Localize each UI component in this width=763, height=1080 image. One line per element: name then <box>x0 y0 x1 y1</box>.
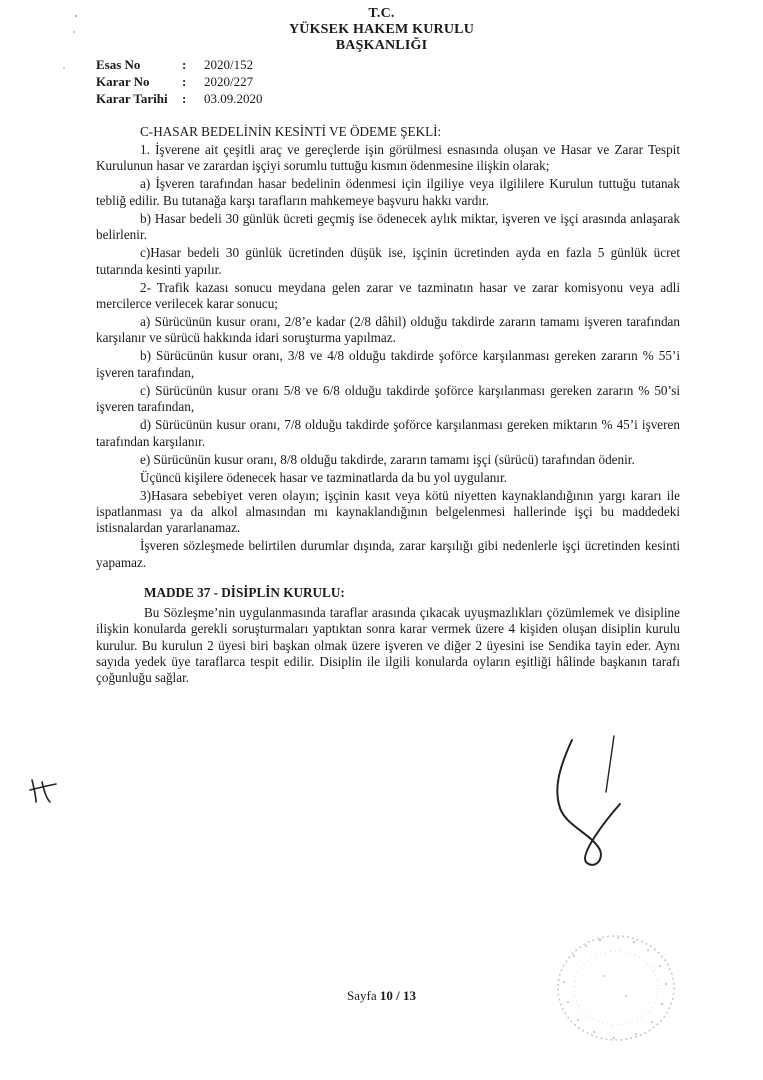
paragraph: Üçüncü kişilere ödenecek hasar ve tazminatlarda da bu yol uygulanır. <box>140 469 507 485</box>
section-heading: C-HASAR BEDELİNİN KESİNTİ VE ÖDEME ŞEKLİ: <box>140 124 442 139</box>
footer-label: Sayfa <box>347 988 380 1003</box>
meta-colon: : <box>182 91 187 106</box>
initials-mark <box>26 776 60 806</box>
header-institution: YÜKSEK HAKEM KURULU <box>288 22 475 37</box>
paragraph: b) Hasar bedeli 30 günlük ücreti geçmiş ise ödenecek aylık miktar, işveren ve işçi arasında anlaşarak belirlenir. <box>96 210 680 243</box>
header-tc: T.C. <box>368 6 395 21</box>
header-presidency: BAŞKANLIĞI <box>335 38 428 53</box>
paragraph: c)Hasar bedeli 30 günlük ücretinden düşük ise, işçinin ücretinden ayda en fazla 5 günlük ücret tutarında kesinti yapılır. <box>96 245 680 277</box>
meta-key: Karar No <box>96 74 150 89</box>
meta-row-esas <box>96 56 263 73</box>
meta-value: 2020/227 <box>204 74 254 89</box>
page-number: 10 / 13 <box>379 988 416 1003</box>
article-title: MADDE 37 - DİSİPLİN KURULU: <box>144 585 345 601</box>
meta-value: 03.09.2020 <box>204 91 263 106</box>
paragraph: d) Sürücünün kusur oranı, 7/8 olduğu takdirde şoförce karşılanması gereken miktarın % 45’i işveren tarafından karşılanır. <box>96 417 680 449</box>
paragraph: İşveren sözleşmede belirtilen durumlar dışında, zarar karşılığı gibi nedenlerle işçi ücretinden kesinti yapamaz. <box>96 538 680 570</box>
paragraph: 3)Hasara sebebiyet veren olayın; işçinin kasıt veya kötü niyetten kaynaklandığının yargı kararı ile ispatlanması ya da alkol almasından mı kaynaklandığının belgelenmesi hallerinde işçi bu maddedeki istisnalardan yararlanamaz. <box>96 487 680 536</box>
paragraph: e) Sürücünün kusur oranı, 8/8 olduğu takdirde, zararın tamamı işçi (sürücü) tarafından ödenir. <box>140 451 635 467</box>
meta-colon: : <box>182 74 187 89</box>
paragraph: a) Sürücünün kusur oranı, 2/8’e kadar (2/8 dâhil) olduğu takdirde zararın tamamı işveren tarafından karşılanır ve sürücü hakkında idari soruşturma yapılmaz. <box>96 314 680 346</box>
paragraph: b) Sürücünün kusur oranı, 3/8 ve 4/8 olduğu takdirde şoförce karşılanması gereken zararın % 55’i işveren tarafından, <box>96 348 680 380</box>
document-body <box>96 124 680 688</box>
official-stamp <box>534 926 684 1046</box>
meta-colon: : <box>182 57 187 72</box>
meta-row-tarih <box>96 90 263 107</box>
meta-row-karar <box>96 73 263 90</box>
paragraph: 2- Trafik kazası sonucu meydana gelen zarar ve tazminatın hasar ve zarar komisyonu veya adli mercilerce verilecek karar sonucu; <box>96 279 680 312</box>
page-footer <box>0 988 763 1004</box>
paragraph: c) Sürücünün kusur oranı 5/8 ve 6/8 olduğu takdirde şoförce karşılanması gereken zararın % 50’si işveren tarafından, <box>96 382 680 415</box>
meta-key: Esas No <box>96 57 141 72</box>
paragraph: 1. İşverene ait çeşitli araç ve gereçlerde işin görülmesi esnasında oluşan ve Hasar ve Zarar Tespit Kurulunun hasar ve zarardan işçiyi sorumlu tuttuğu kısmın ödenmesine ilişkin olarak; <box>96 142 680 174</box>
meta-key: Karar Tarihi <box>96 91 168 106</box>
article-text: Bu Sözleşme’nin uygulanmasında taraflar arasında çıkacak uyuşmazlıkları çözümlemek ve disipline ilişkin konularda gerekli soruşturmaları yaptıktan sonra karar vermek üzere 4 kişiden oluşan disiplin kurulu kurulur. Bu kurulun 2 üyesi biri başkan olmak üzere işveren ve diğer 2 üyesini ise Sendika tayin eder. Aynı sayıda yedek üye taraflarca tespit edilir. Disiplin ile ilgili konularda oyların eşitliği hâlinde başkanın tarafı çoğunluğu sağlar. <box>96 604 680 686</box>
signature-mark <box>548 730 638 880</box>
meta-value: 2020/152 <box>204 57 254 72</box>
paragraph: a) İşveren tarafından hasar bedelinin ödenmesi için ilgiliye veya ilgililere Kurulun tuttuğu tutanak tebliğ edilir. Bu tutanağa karşı tarafların mahkemeye başvuru hakkı vardır. <box>96 176 680 208</box>
case-meta <box>96 56 263 107</box>
